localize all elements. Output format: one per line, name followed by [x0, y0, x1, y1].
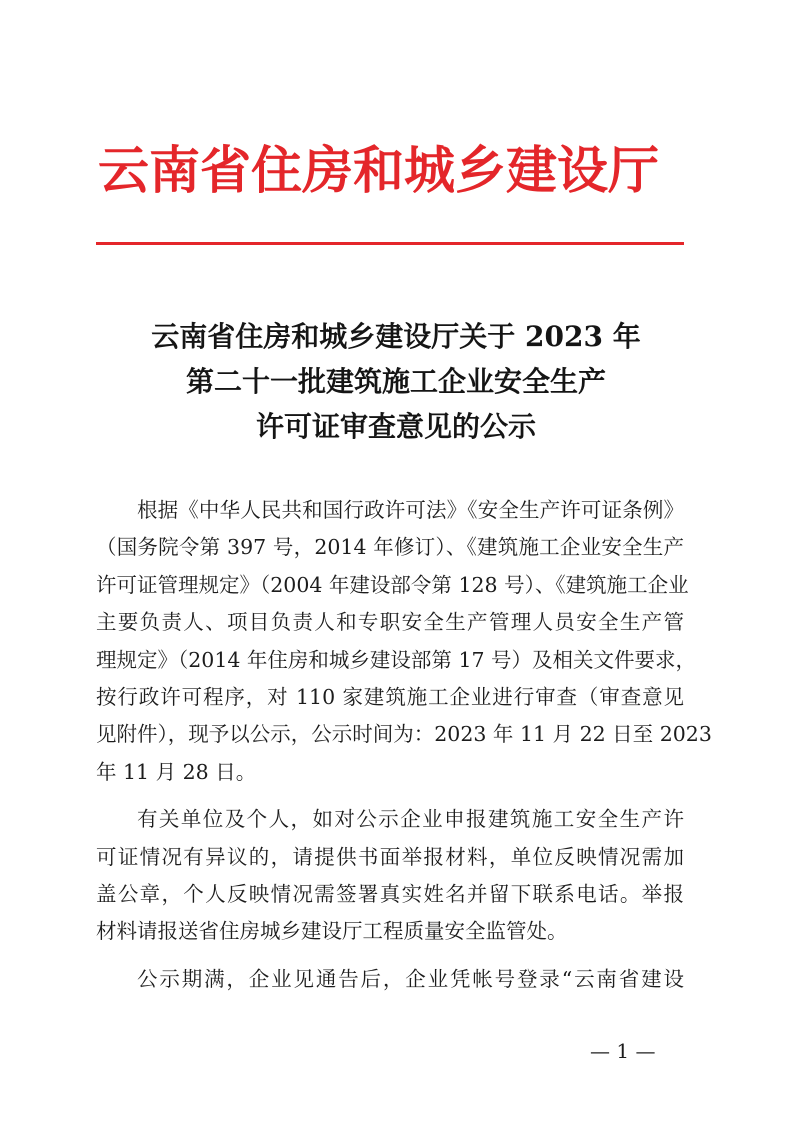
- body-line: 主要负责人、项目负责人和专职安全生产管理人员安全生产管: [96, 610, 684, 635]
- page-number: — 1 —: [590, 1039, 656, 1063]
- document-title: [90, 314, 702, 449]
- body-line: 见附件），现予以公示，公示时间为：2023 年 11 月 22 日至 2023: [96, 722, 712, 747]
- letterhead-red-rule: [96, 242, 684, 245]
- title-line: 云南省住房和城乡建设厅关于 2023 年: [151, 320, 641, 353]
- document-body: [96, 492, 712, 998]
- body-line: 有关单位及个人，如对公示企业申报建筑施工安全生产许: [137, 807, 684, 832]
- body-line: 按行政许可程序，对 110 家建筑施工企业进行审查（审查意见: [96, 684, 684, 709]
- letterhead-org-name: 云南省住房和城乡建设厅: [98, 141, 660, 201]
- body-line: 年 11 月 28 日。: [96, 759, 257, 784]
- paragraph-basis: [96, 492, 712, 791]
- paragraph-after-period: [96, 961, 684, 998]
- body-line: 公示期满，企业见通告后，企业凭帐号登录“云南省建设: [137, 966, 684, 991]
- body-line: 理规定》（2014 年住房和城乡建设部第 17 号）及相关文件要求，: [96, 647, 697, 672]
- body-line: 盖公章，个人反映情况需签署真实姓名并留下联系电话。举报: [96, 881, 684, 906]
- body-line: 许可证管理规定》（2004 年建设部令第 128 号）、《建筑施工企业: [96, 572, 689, 597]
- title-line: 许可证审查意见的公示: [255, 410, 536, 443]
- body-line: （国务院令第 397 号，2014 年修订）、《建筑施工企业安全生产: [96, 535, 684, 560]
- body-line: 根据《中华人民共和国行政许可法》《安全生产许可证条例》: [137, 498, 684, 522]
- body-line: 可证情况有异议的，请提供书面举报材料，单位反映情况需加: [96, 844, 684, 869]
- body-line: 材料请报送省住房城乡建设厅工程质量安全监管处。: [96, 919, 568, 944]
- title-line: 第二十一批建筑施工企业安全生产: [185, 365, 606, 398]
- paragraph-objection: [96, 801, 684, 951]
